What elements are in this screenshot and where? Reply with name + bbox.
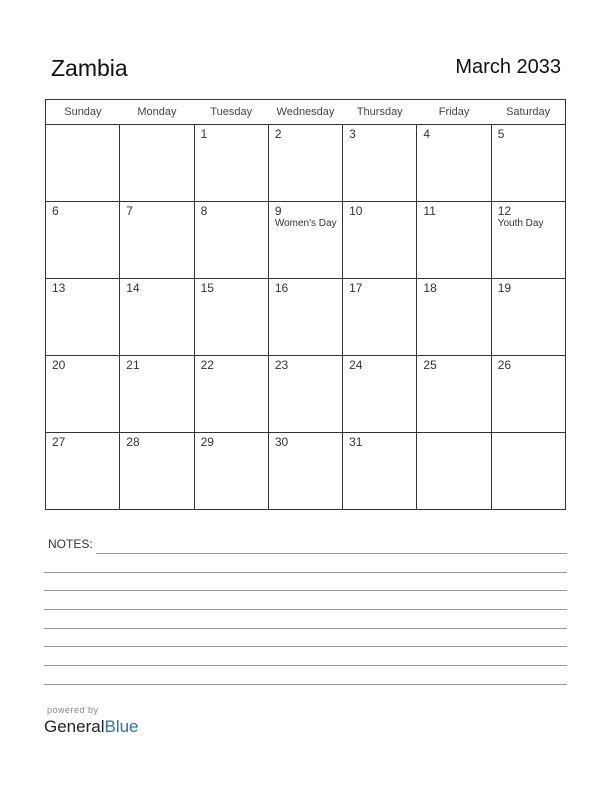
calendar-day-cell[interactable]: [343, 279, 417, 356]
day-number: 22: [200, 358, 214, 372]
calendar-day-cell[interactable]: [194, 279, 268, 356]
calendar-day-cell[interactable]: [343, 433, 417, 510]
weekday-tuesday: Tuesday: [194, 100, 268, 125]
weekday-friday: Friday: [417, 100, 491, 125]
calendar-day-cell[interactable]: [268, 356, 342, 433]
note-line: [96, 553, 567, 554]
day-number: 15: [200, 281, 214, 295]
day-number: 7: [126, 204, 133, 218]
day-number: 20: [52, 358, 66, 372]
calendar-day-cell[interactable]: [46, 279, 120, 356]
calendar-day-cell[interactable]: [268, 125, 342, 202]
note-line: [44, 665, 567, 666]
day-number: 18: [423, 281, 437, 295]
day-number: 10: [349, 204, 363, 218]
weekday-header-row: [46, 100, 566, 125]
calendar-day-cell[interactable]: [46, 125, 120, 202]
note-line: [44, 590, 567, 591]
calendar-day-cell[interactable]: [491, 433, 565, 510]
calendar-day-cell[interactable]: [343, 202, 417, 279]
calendar-day-cell[interactable]: [417, 125, 491, 202]
day-number: 14: [126, 281, 140, 295]
day-number: 5: [497, 127, 505, 141]
calendar-day-cell[interactable]: [46, 202, 120, 279]
calendar-day-cell[interactable]: [417, 279, 491, 356]
note-line: [44, 684, 567, 685]
brand-blue: Blue: [104, 717, 139, 736]
day-number: 31: [349, 435, 363, 449]
calendar-week-row: [46, 356, 566, 433]
calendar-day-cell[interactable]: [417, 433, 491, 510]
weekday-thursday: Thursday: [343, 100, 417, 125]
day-number: 17: [349, 281, 363, 295]
day-number: 11: [423, 204, 436, 218]
day-number: 24: [349, 358, 363, 372]
day-number: 1: [200, 127, 208, 141]
calendar-week-row: [46, 279, 566, 356]
holiday-label: Women's Day: [274, 218, 337, 229]
day-number: 8: [200, 204, 208, 218]
calendar-day-cell[interactable]: [194, 202, 268, 279]
country-title: Zambia: [51, 55, 128, 81]
brand-general: General: [44, 717, 105, 736]
note-line: [44, 572, 567, 573]
powered-by-text: powered by: [47, 705, 99, 715]
day-number: 25: [423, 358, 437, 372]
calendar-day-cell[interactable]: [120, 202, 194, 279]
note-line: [44, 646, 567, 647]
month-year-title: March 2033: [455, 56, 561, 78]
calendar-day-cell[interactable]: [268, 202, 342, 279]
calendar-day-cell[interactable]: [120, 279, 194, 356]
day-number: 3: [349, 127, 356, 141]
calendar-day-cell[interactable]: [46, 433, 120, 510]
calendar-day-cell[interactable]: [343, 125, 417, 202]
calendar-day-cell[interactable]: [194, 356, 268, 433]
calendar-day-cell[interactable]: [417, 356, 491, 433]
calendar-week-row: [46, 433, 566, 510]
calendar-day-cell[interactable]: [268, 279, 342, 356]
day-number: 9: [274, 204, 282, 218]
day-number: 13: [52, 281, 66, 295]
weekday-sunday: Sunday: [46, 100, 120, 125]
calendar-grid: [45, 99, 566, 510]
calendar-day-cell[interactable]: [194, 125, 268, 202]
calendar-day-cell[interactable]: [120, 356, 194, 433]
note-line: [44, 628, 567, 629]
day-number: 27: [52, 435, 66, 449]
calendar-day-cell[interactable]: [491, 125, 565, 202]
holiday-label: Youth Day: [497, 218, 544, 229]
day-number: 29: [200, 435, 214, 449]
calendar-day-cell[interactable]: [120, 125, 194, 202]
calendar-day-cell[interactable]: [491, 356, 565, 433]
day-number: 6: [52, 204, 59, 218]
day-number: 19: [497, 281, 512, 295]
calendar-day-cell[interactable]: [417, 202, 491, 279]
notes-label: NOTES:: [48, 537, 93, 551]
calendar-day-cell[interactable]: [268, 433, 342, 510]
calendar-week-row: [46, 125, 566, 202]
calendar-day-cell[interactable]: [491, 279, 565, 356]
day-number: 30: [274, 435, 289, 449]
weekday-saturday: Saturday: [491, 100, 565, 125]
calendar-week-row: [46, 202, 566, 279]
day-number: 2: [274, 127, 282, 141]
weekday-wednesday: Wednesday: [268, 100, 342, 125]
day-number: 23: [274, 358, 289, 372]
day-number: 4: [423, 127, 431, 141]
day-number: 26: [497, 358, 512, 372]
day-number: 16: [274, 281, 289, 295]
weekday-monday: Monday: [120, 100, 194, 125]
calendar-day-cell[interactable]: [491, 202, 565, 279]
day-number: 12: [497, 204, 512, 218]
generalblue-logo[interactable]: [44, 717, 139, 737]
note-line: [44, 609, 567, 610]
day-number: 28: [126, 435, 140, 449]
day-number: 21: [126, 358, 140, 372]
calendar-day-cell[interactable]: [46, 356, 120, 433]
calendar-day-cell[interactable]: [343, 356, 417, 433]
calendar-day-cell[interactable]: [194, 433, 268, 510]
calendar-day-cell[interactable]: [120, 433, 194, 510]
